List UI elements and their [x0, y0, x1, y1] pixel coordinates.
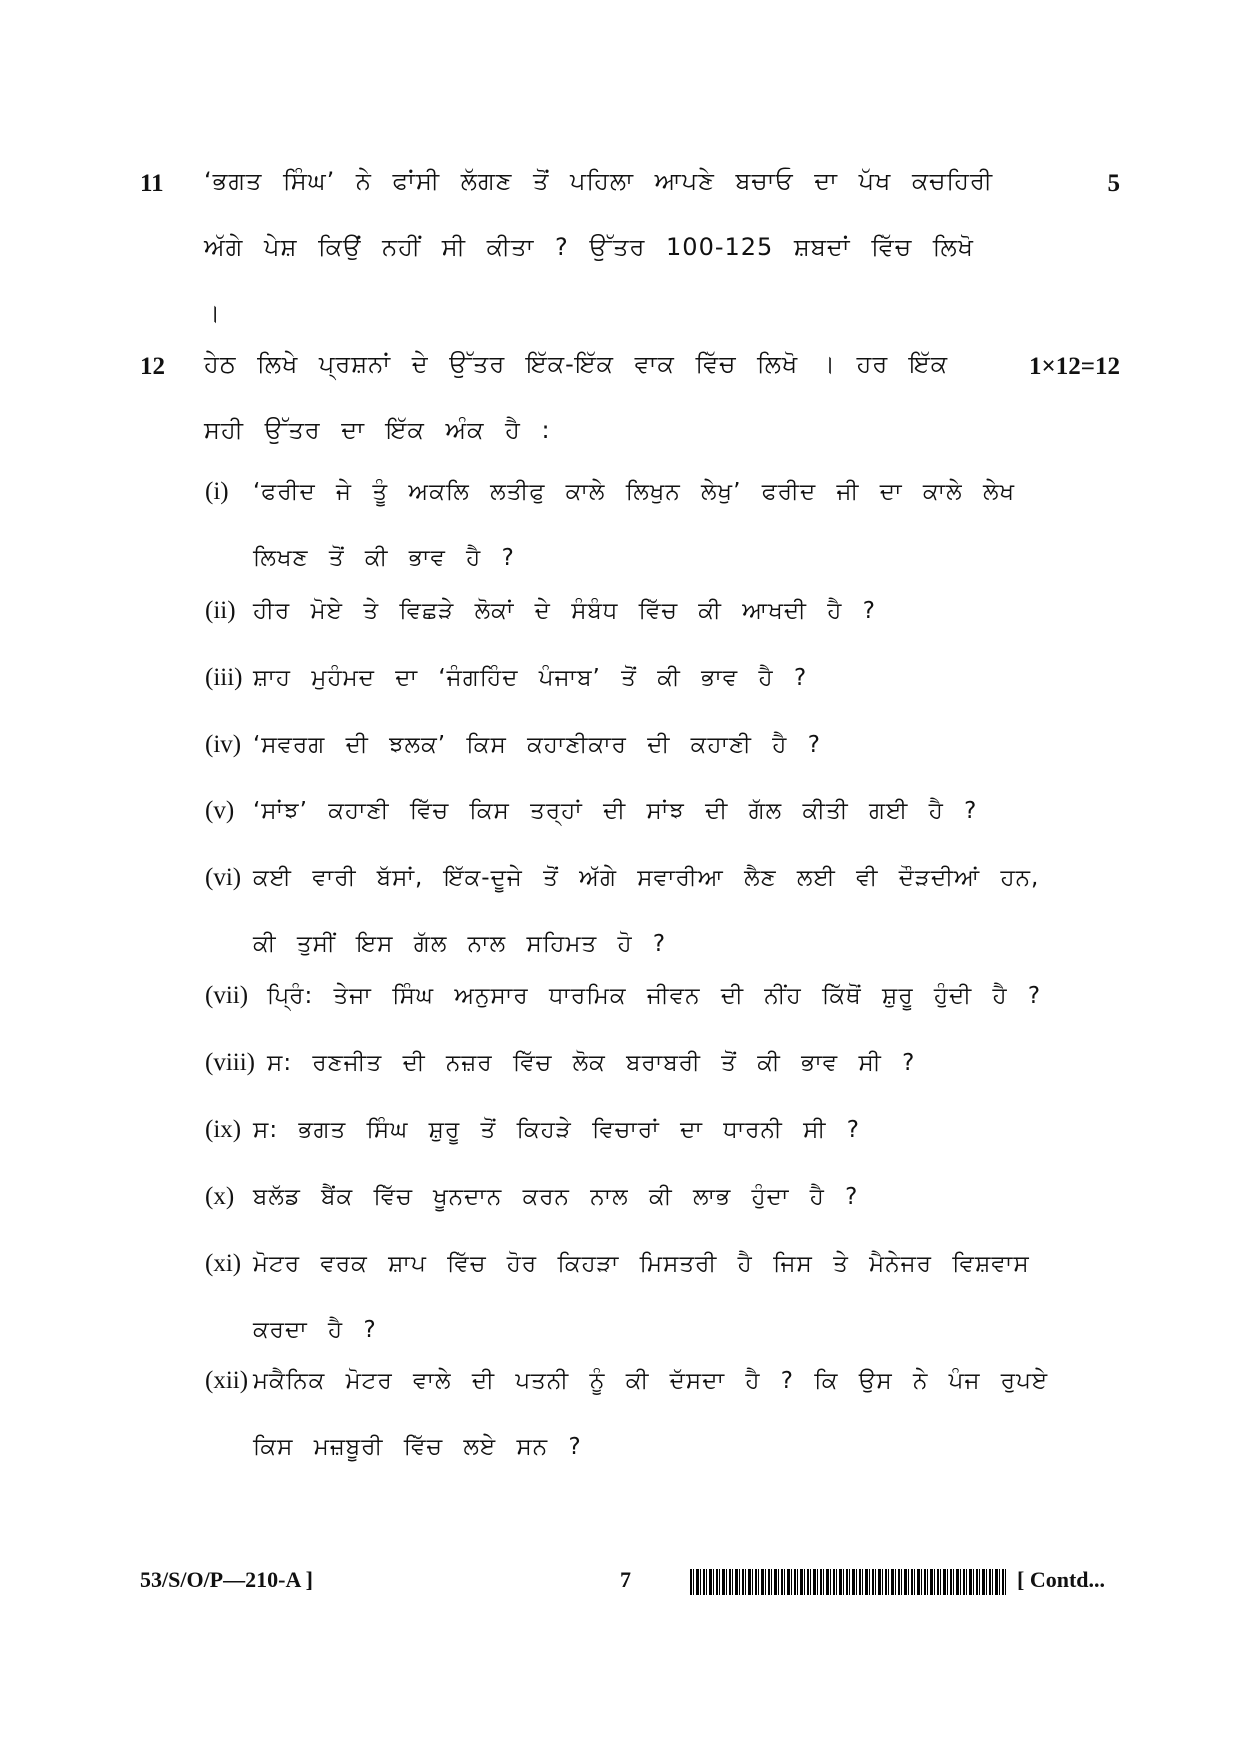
subquestion-text: ਸ: ਭਗਤ ਸਿੰਘ ਸ਼ੁਰੂ ਤੋਂ ਕਿਹੜੇ ਵਿਚਾਰਾਂ ਦਾ ਧਾਰਨੀ ਸੀ ? — [253, 1117, 860, 1143]
question-text: ਹੇਠ ਲਿਖੇ ਪ੍ਰਸ਼ਨਾਂ ਦੇ ਉੱਤਰ ਇੱਕ-ਇੱਕ ਵਾਕ ਵਿੱਚ ਲਿਖੋ । ਹਰ ਇੱਕ ਸਹੀ ਉੱਤਰ ਦਾ ਇੱਕ ਅੰਕ ਹੈ : — [204, 350, 949, 444]
subquestion-text: ਪ੍ਰਿੰ: ਤੇਜਾ ਸਿੰਘ ਅਨੁਸਾਰ ਧਾਰਮਿਕ ਜੀਵਨ ਦੀ ਨੀਂਹ ਕਿੱਥੋਂ ਸ਼ੁਰੂ ਹੁੰਦੀ ਹੈ ? — [267, 983, 1042, 1009]
subquestion-text: ਸ: ਰਣਜੀਤ ਦੀ ਨਜ਼ਰ ਵਿੱਚ ਲੋਕ ਬਰਾਬਰੀ ਤੋਂ ਕੀ ਭਾਵ ਸੀ ? — [267, 1050, 916, 1076]
subquestion-text: ‘ਸਵਰਗ ਦੀ ਝਲਕ’ ਕਿਸ ਕਹਾਣੀਕਾਰ ਦੀ ਕਹਾਣੀ ਹੈ ? — [253, 732, 821, 758]
subquestion-label: (viii) — [205, 1049, 255, 1076]
subquestion-label: (xii) — [205, 1367, 249, 1394]
subquestion-label: (xi) — [205, 1250, 242, 1277]
subquestion-text: ਕਈ ਵਾਰੀ ਬੱਸਾਂ, ਇੱਕ-ਦੂਜੇ ਤੋਂ ਅੱਗੇ ਸਵਾਰੀਆ ਲੈਣ ਲਈ ਵੀ ਦੌੜਦੀਆਂ ਹਨ, ਕੀ ਤੁਸੀਂ ਇਸ ਗੱਲ ਨਾਲ ਸਹਿਮਤ ਹੋ ? — [253, 865, 1040, 957]
subquestion-label: (iii) — [205, 664, 243, 691]
subquestion-label: (vi) — [205, 864, 242, 891]
question-marks: 5 — [1107, 170, 1120, 197]
subquestion-text: ਹੀਰ ਮੋਏ ਤੇ ਵਿਛੜੇ ਲੋਕਾਂ ਦੇ ਸੰਬੰਧ ਵਿੱਚ ਕੀ ਆਖਦੀ ਹੈ ? — [253, 598, 876, 624]
subquestion-label: (vii) — [205, 982, 249, 1009]
continued-marker: [ Contd... — [1017, 1567, 1106, 1592]
subquestion-label: (ii) — [205, 597, 236, 624]
subquestion-label: (iv) — [205, 731, 242, 758]
subquestion-text: ‘ਫਰੀਦ ਜੇ ਤੂੰ ਅਕਲਿ ਲਤੀਫੁ ਕਾਲੇ ਲਿਖੁਨ ਲੇਖੁ’ ਫਰੀਦ ਜੀ ਦਾ ਕਾਲੇ ਲੇਖ ਲਿਖਣ ਤੋਂ ਕੀ ਭਾਵ ਹੈ ? — [253, 479, 1016, 571]
barcode — [690, 1569, 1008, 1595]
question-text: ‘ਭਗਤ ਸਿੰਘ’ ਨੇ ਫਾਂਸੀ ਲੱਗਣ ਤੋਂ ਪਹਿਲਾ ਆਪਣੇ ਬਚਾਓ ਦਾ ਪੱਖ ਕਚਹਿਰੀ ਅੱਗੇ ਪੇਸ਼ ਕਿਉਂ ਨਹੀਂ ਸੀ ਕੀਤਾ ? ਉੱਤਰ 100-125 ਸ਼ਬਦਾਂ ਵਿੱਚ ਲਿਖੋ । — [204, 167, 994, 327]
subquestion-label: (i) — [205, 478, 229, 505]
subquestion-text: ਸ਼ਾਹ ਮੁਹੰਮਦ ਦਾ ‘ਜੰਗਹਿੰਦ ਪੰਜਾਬ’ ਤੋਂ ਕੀ ਭਾਵ ਹੈ ? — [253, 665, 808, 691]
subquestion-label: (x) — [205, 1183, 235, 1210]
question-number: 12 — [140, 353, 165, 380]
subquestion-text: ਬਲੱਡ ਬੈਂਕ ਵਿੱਚ ਖੂਨਦਾਨ ਕਰਨ ਨਾਲ ਕੀ ਲਾਭ ਹੁੰਦਾ ਹੈ ? — [253, 1184, 859, 1210]
subquestion-text: ਮਕੈਨਿਕ ਮੋਟਰ ਵਾਲੇ ਦੀ ਪਤਨੀ ਨੂੰ ਕੀ ਦੱਸਦਾ ਹੈ ? ਕਿ ਉਸ ਨੇ ਪੰਜ ਰੁਪਏ ਕਿਸ ਮਜ਼ਬੂਰੀ ਵਿੱਚ ਲਏ ਸਨ ? — [253, 1368, 1049, 1460]
question-number: 11 — [140, 170, 164, 197]
question-marks: 1×12=12 — [1029, 353, 1120, 380]
paper-code: 53/S/O/P—210-A ] — [140, 1567, 313, 1592]
page-number: 7 — [620, 1567, 631, 1592]
subquestion-text: ‘ਸਾਂਝ’ ਕਹਾਣੀ ਵਿੱਚ ਕਿਸ ਤਰ੍ਹਾਂ ਦੀ ਸਾਂਝ ਦੀ ਗੱਲ ਕੀਤੀ ਗਈ ਹੈ ? — [253, 798, 978, 824]
subquestion-text: ਮੋਟਰ ਵਰਕ ਸ਼ਾਪ ਵਿੱਚ ਹੋਰ ਕਿਹੜਾ ਮਿਸਤਰੀ ਹੈ ਜਿਸ ਤੇ ਮੈਨੇਜਰ ਵਿਸ਼ਵਾਸ ਕਰਦਾ ਹੈ ? — [253, 1251, 1030, 1343]
subquestion-label: (ix) — [205, 1116, 242, 1143]
subquestion-label: (v) — [205, 797, 235, 824]
